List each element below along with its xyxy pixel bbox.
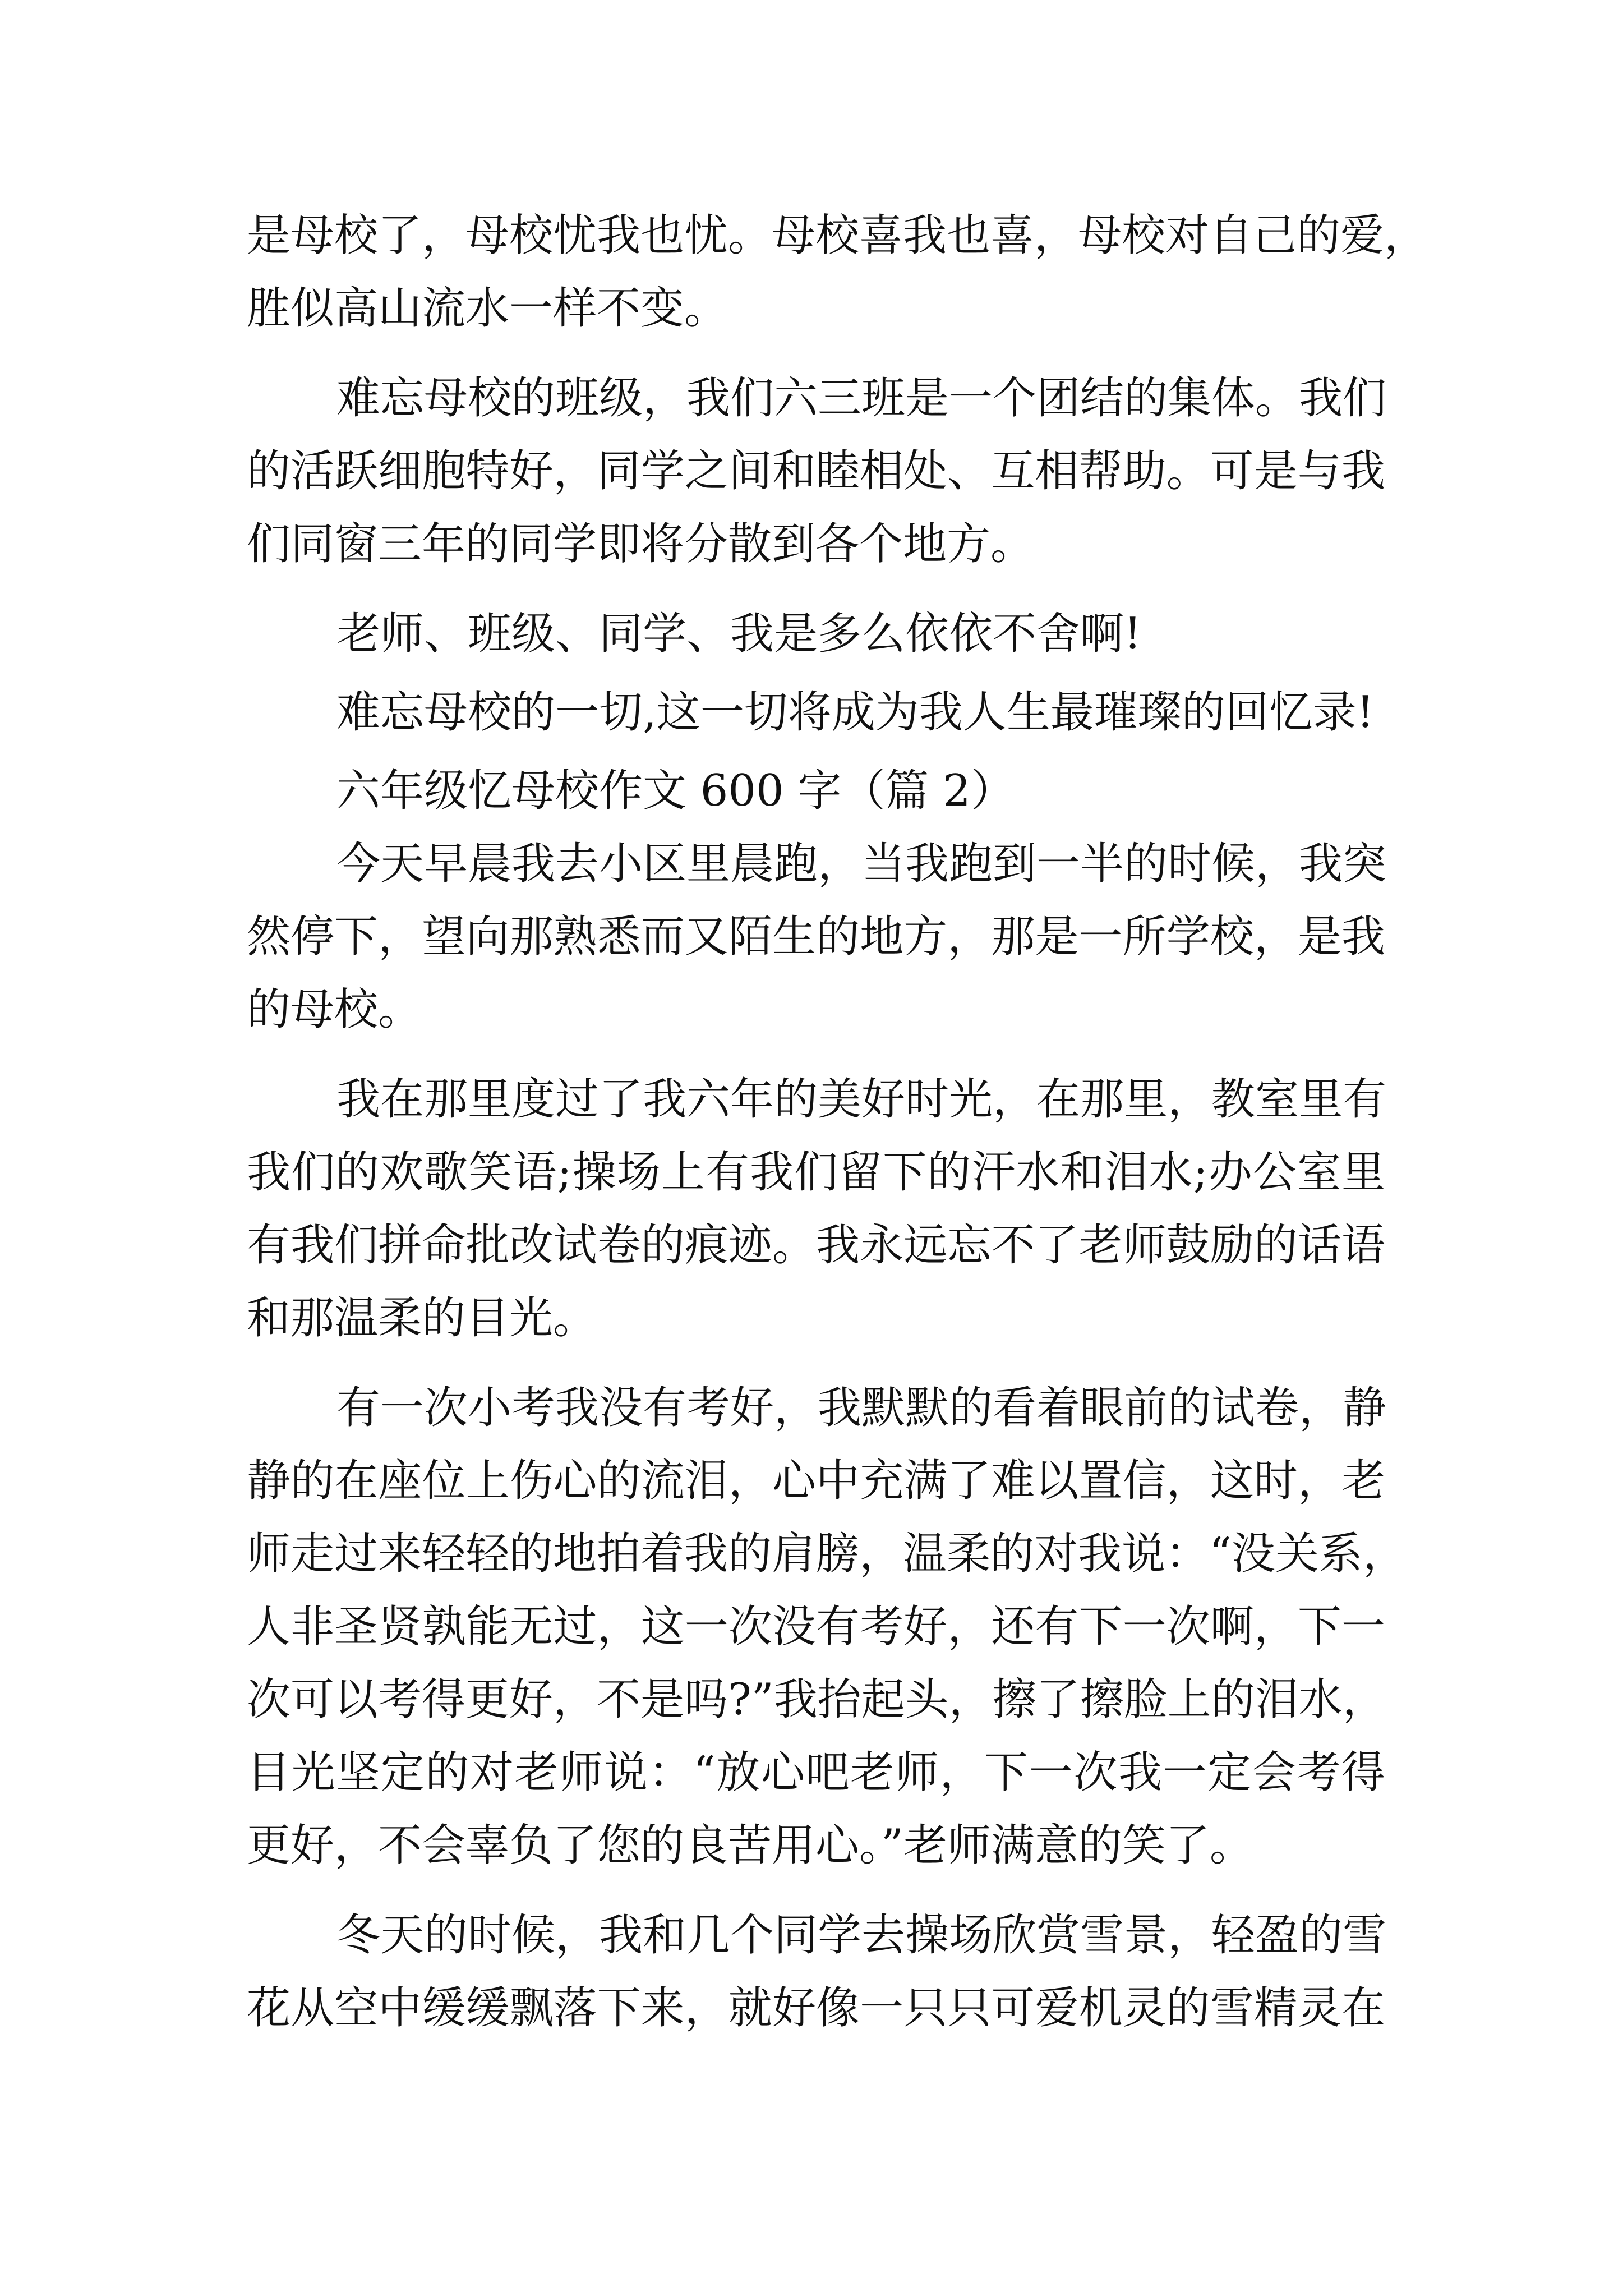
text-line-14: 有我们拼命批改试卷的痕迹。我永远忘不了老师鼓励的话语	[247, 1220, 1385, 1271]
section-heading: 六年级忆母校作文 600 字（篇 2）	[336, 766, 1015, 816]
text-line-5: 们同窗三年的同学即将分散到各个地方。	[247, 519, 1035, 569]
text-line-17: 静的在座位上伤心的流泪，心中充满了难以置信，这时，老	[247, 1456, 1385, 1506]
text-line-23: 冬天的时候，我和几个同学去操场欣赏雪景，轻盈的雪	[336, 1910, 1387, 1961]
text-line-7: 难忘母校的一切,这一切将成为我人生最璀璨的回忆录!	[336, 687, 1375, 738]
text-line-4: 的活跃细胞特好，同学之间和睦相处、互相帮助。可是与我	[247, 446, 1385, 496]
text-line-22: 更好，不会辜负了您的良苦用心。”老师满意的笑了。	[247, 1820, 1253, 1871]
text-line-3: 难忘母校的班级，我们六三班是一个团结的集体。我们	[336, 373, 1387, 424]
text-line-12: 我在那里度过了我六年的美好时光，在那里，教室里有	[336, 1074, 1387, 1125]
text-line-15: 和那温柔的目光。	[247, 1293, 597, 1343]
text-line-18: 师走过来轻轻的地拍着我的肩膀，温柔的对我说：“没关系，	[247, 1529, 1407, 1579]
text-line-10: 然停下，望向那熟悉而又陌生的地方，那是一所学校，是我	[247, 912, 1385, 962]
text-line-16: 有一次小考我没有考好，我默默的看着眼前的试卷，静	[336, 1383, 1387, 1433]
text-line-21: 目光坚定的对老师说：“放心吧老师，下一次我一定会考得	[247, 1747, 1385, 1798]
text-line-13: 我们的欢歌笑语;操场上有我们留下的汗水和泪水;办公室里	[247, 1147, 1385, 1198]
text-line-24: 花从空中缓缓飘落下来，就好像一只只可爱机灵的雪精灵在	[247, 1983, 1385, 2033]
text-line-2: 胜似高山流水一样不变。	[247, 283, 728, 334]
text-line-1: 是母校了，母校忧我也忧。母校喜我也喜，母校对自己的爱，	[247, 210, 1428, 261]
text-line-20: 次可以考得更好，不是吗?”我抬起头，擦了擦脸上的泪水，	[247, 1674, 1386, 1725]
text-line-19: 人非圣贤孰能无过，这一次没有考好，还有下一次啊，下一	[247, 1602, 1385, 1652]
text-line-6: 老师、班级、同学、我是多么依依不舍啊!	[336, 609, 1142, 659]
text-line-9: 今天早晨我去小区里晨跑，当我跑到一半的时候，我突	[336, 839, 1387, 889]
text-line-11: 的母校。	[247, 984, 422, 1035]
